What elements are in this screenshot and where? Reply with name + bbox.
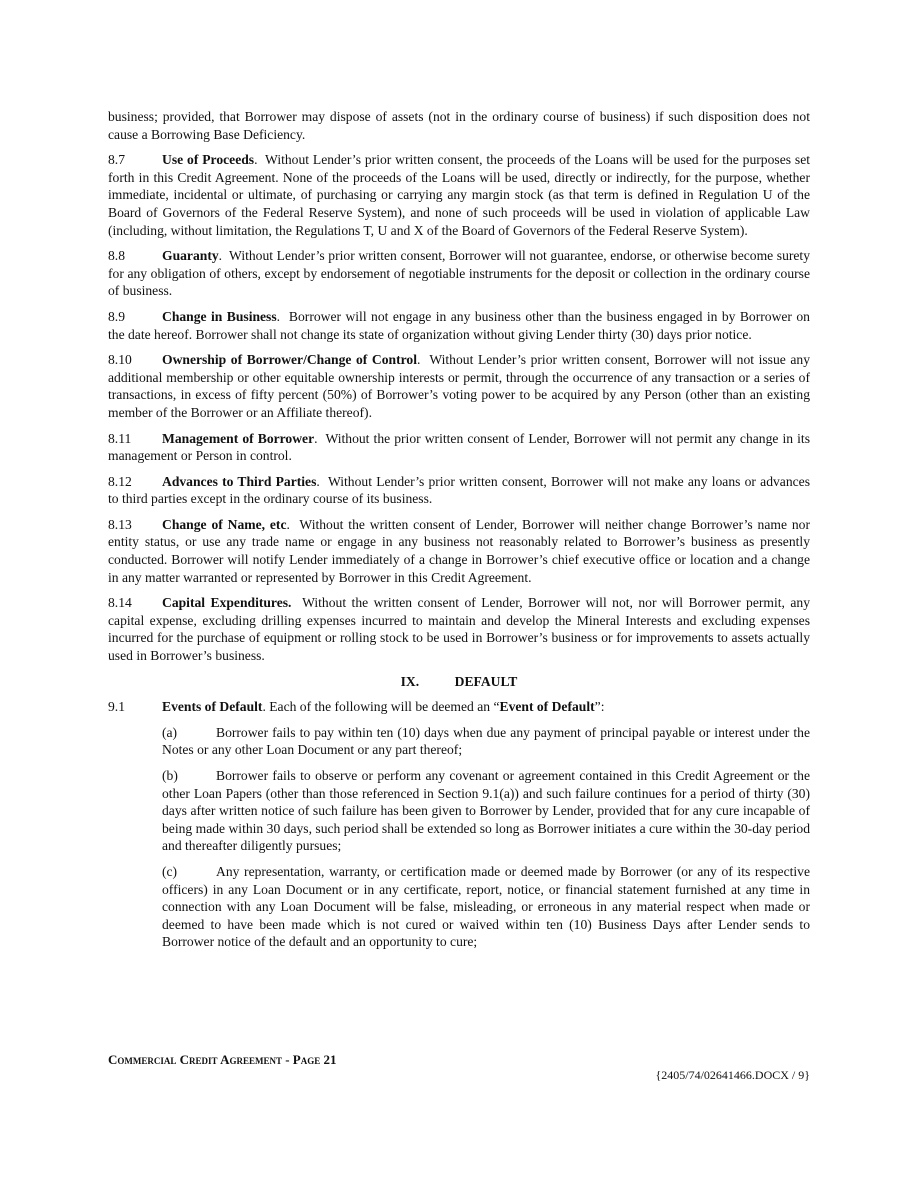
event-item-b bbox=[162, 767, 810, 855]
section-text: Without Lender’s prior written consent, Borrower will not guarantee, endorse, or otherwise become surety for any obligation of others, except by endorsement of negotiable instruments for the deposit or collection in the ordinary course of business. bbox=[108, 248, 810, 299]
item-text: Borrower fails to pay within ten (10) days when due any payment of principal payable or interest under the Notes or any other Loan Document or any part thereof; bbox=[162, 724, 810, 758]
defined-term: Event of Default bbox=[499, 699, 595, 715]
footer-doc-id: {2405/74/02641466.DOCX / 9} bbox=[655, 1068, 810, 1082]
item-text: Any representation, warranty, or certification made or deemed made by Borrower (or any of its respective officers) in any Loan Document or in any certificate, report, notice, or financial statement furnished at any time in connection with any Loan Document will be false, misleading, or erroneous in any material respect when made or deemed to have been made which is not cured or waived within ten (10) Business Days after Lender sends to Borrower notice of the default and an opportunity to cure; bbox=[162, 863, 810, 950]
section-number: 8.11 bbox=[108, 430, 132, 446]
section-9-1 bbox=[108, 698, 810, 716]
footer-page-label: Commercial Credit Agreement - Page 21 bbox=[108, 1052, 337, 1067]
item-label: (a) bbox=[162, 724, 178, 740]
section-number: 8.8 bbox=[108, 248, 125, 264]
section-title: Events of Default bbox=[162, 699, 263, 715]
section-text: Without the written consent of Lender, Borrower will not, nor will Borrower permit, any capital expense, excluding drilling expenses incurred to maintain and develop the Mineral Interests and excluding expenses incurred for the purchase of equipment or rolling stock to be used in Borrower’s business or for improvements to assets actually used in Borrower’s business. bbox=[108, 595, 810, 664]
article-title: DEFAULT bbox=[454, 673, 518, 689]
section-text: Without Lender’s prior written consent, the proceeds of the Loans will be used for the purposes set forth in this Credit Agreement. None of the proceeds of the Loans will be used, directly or indirectly, for the purpose, whether immediate, incidental or ultimate, of purchasing or carrying any margin stock (as that term is defined in Regulation U of the Board of Governors of the Federal Reserve System), and none of such proceeds will be used in violation of applicable Law (including, without limitation, the Regulations T, U and X of the Board of Governors of the Federal Reserve System). bbox=[108, 152, 811, 238]
section-8-10: 8.10 Ownership of Borrower/Change of Control. Without Lender’s prior written consent, Borrower will not issue any additional membership or other equitable ownership interests or permit, through the occurrence of any transaction or a series of transactions, in excess of fifty percent (50%) of Borrower’s voting power to be acquired by any Person (other than an existing member of the Borrower or an Affiliate thereof). bbox=[108, 352, 811, 420]
events-outro: ”: bbox=[594, 699, 605, 715]
section-text: Without Lender’s prior written consent, Borrower will not issue any additional membership or other equitable ownership interests or permit, through the occurrence of any transaction or a series of transactions, in excess of fifty percent (50%) of Borrower’s voting power to be acquired by any Person (other than an existing member of the Borrower or an Affiliate thereof). bbox=[108, 352, 811, 420]
section-number: 8.10 bbox=[108, 352, 132, 368]
events-list bbox=[162, 724, 810, 951]
section-number: 8.13 bbox=[108, 516, 132, 532]
section-title: Capital Expenditures. bbox=[162, 595, 292, 611]
article-number: IX. bbox=[400, 673, 420, 689]
item-text: Borrower fails to observe or perform any covenant or agreement contained in this Credit Agreement or the other Loan Papers (other than those referenced in Section 9.1(a)) and such failure continues for a period of thirty (30) days after written notice of such failure has been given to Borrower by Lender, provided that for any cure incapable of being made within 30 days, such period shall be extended so long as Borrower initiates a cure within the 30-day period and thereafter diligently pursues; bbox=[162, 768, 810, 854]
item-label: (c) bbox=[162, 863, 178, 879]
section-text: Without Lender’s prior written consent, Borrower will not make any loans or advances to third parties except in the ordinary course of its business. bbox=[108, 473, 810, 507]
section-title: Management of Borrower bbox=[162, 430, 315, 446]
article-heading bbox=[108, 673, 810, 691]
section-text: Without the prior written consent of Lender, Borrower will not permit any change in its management or Person in control. bbox=[108, 430, 810, 464]
section-number: 9.1 bbox=[108, 699, 125, 715]
section-text: Without the written consent of Lender, Borrower will neither change Borrower’s name nor entity status, or use any trade name or engage in any business not reasonably related to Borrower’s business as presently conducted. Borrower will notify Lender immediately of a change in Borrower’s chief executive office or location and a change in any matter warranted or represented by Borrower in this Credit Agreement. bbox=[108, 516, 810, 585]
section-title: Use of Proceeds bbox=[162, 152, 255, 168]
section-title: Change in Business bbox=[162, 308, 277, 324]
section-8-8: 8.8 Guaranty. Without Lender’s prior written consent, Borrower will not guarantee, endorse, or otherwise become surety for any obligation of others, except by endorsement of negotiable instruments for the deposit or collection in the ordinary course of business. bbox=[108, 248, 810, 299]
section-title: Advances to Third Parties bbox=[162, 473, 317, 489]
event-item-a bbox=[162, 724, 810, 759]
continuation-paragraph: business; provided, that Borrower may dispose of assets (not in the ordinary course of business) if such disposition does not cause a Borrowing Base Deficiency. bbox=[108, 109, 810, 142]
page-body bbox=[108, 108, 810, 959]
section-8-13: 8.13 Change of Name, etc. Without the written consent of Lender, Borrower will neither change Borrower’s name nor entity status, or use any trade name or engage in any business not reasonably related to Borrower’s business as presently conducted. Borrower will notify Lender immediately of a change in Borrower’s chief executive office or location and a change in any matter warranted or represented by Borrower in this Credit Agreement. bbox=[108, 516, 810, 585]
section-text: Borrower will not engage in any business other than the business engaged in by Borrower on the date hereof. Borrower shall not change its state of organization without giving Lender thirty (30) days prior notice. bbox=[108, 308, 810, 342]
section-title: Change of Name, etc bbox=[162, 516, 287, 532]
section-8-7: 8.7 Use of Proceeds. Without Lender’s prior written consent, the proceeds of the Loans will be used for the purposes set forth in this Credit Agreement. None of the proceeds of the Loans will be used, directly or indirectly, for the purpose, whether immediate, incidental or ultimate, of purchasing or carrying any margin stock (as that term is defined in Regulation U of the Board of Governors of the Federal Reserve System), and none of such proceeds will be used in violation of applicable Law (including, without limitation, the Regulations T, U and X of the Board of Governors of the Federal Reserve System). bbox=[108, 152, 811, 238]
section-title: Guaranty bbox=[162, 248, 219, 264]
section-8-11: 8.11 Management of Borrower. Without the prior written consent of Lender, Borrower will not permit any change in its management or Person in control. bbox=[108, 430, 810, 464]
section-8-9: 8.9 Change in Business. Borrower will not engage in any business other than the business engaged in by Borrower on the date hereof. Borrower shall not change its state of organization without giving Lender thirty (30) days prior notice. bbox=[108, 308, 810, 342]
section-title: Ownership of Borrower/Change of Control bbox=[162, 352, 417, 368]
section-number: 8.14 bbox=[108, 595, 132, 611]
events-intro: . Each of the following will be deemed an “ bbox=[262, 699, 500, 715]
section-8-12: 8.12 Advances to Third Parties. Without Lender’s prior written consent, Borrower will not make any loans or advances to third parties except in the ordinary course of its business. bbox=[108, 473, 810, 507]
section-number: 8.7 bbox=[108, 152, 125, 168]
section-number: 8.12 bbox=[108, 473, 132, 489]
event-item-c bbox=[162, 863, 810, 951]
section-8-14 bbox=[108, 594, 810, 664]
item-label: (b) bbox=[162, 768, 178, 783]
section-number: 8.9 bbox=[108, 308, 125, 324]
